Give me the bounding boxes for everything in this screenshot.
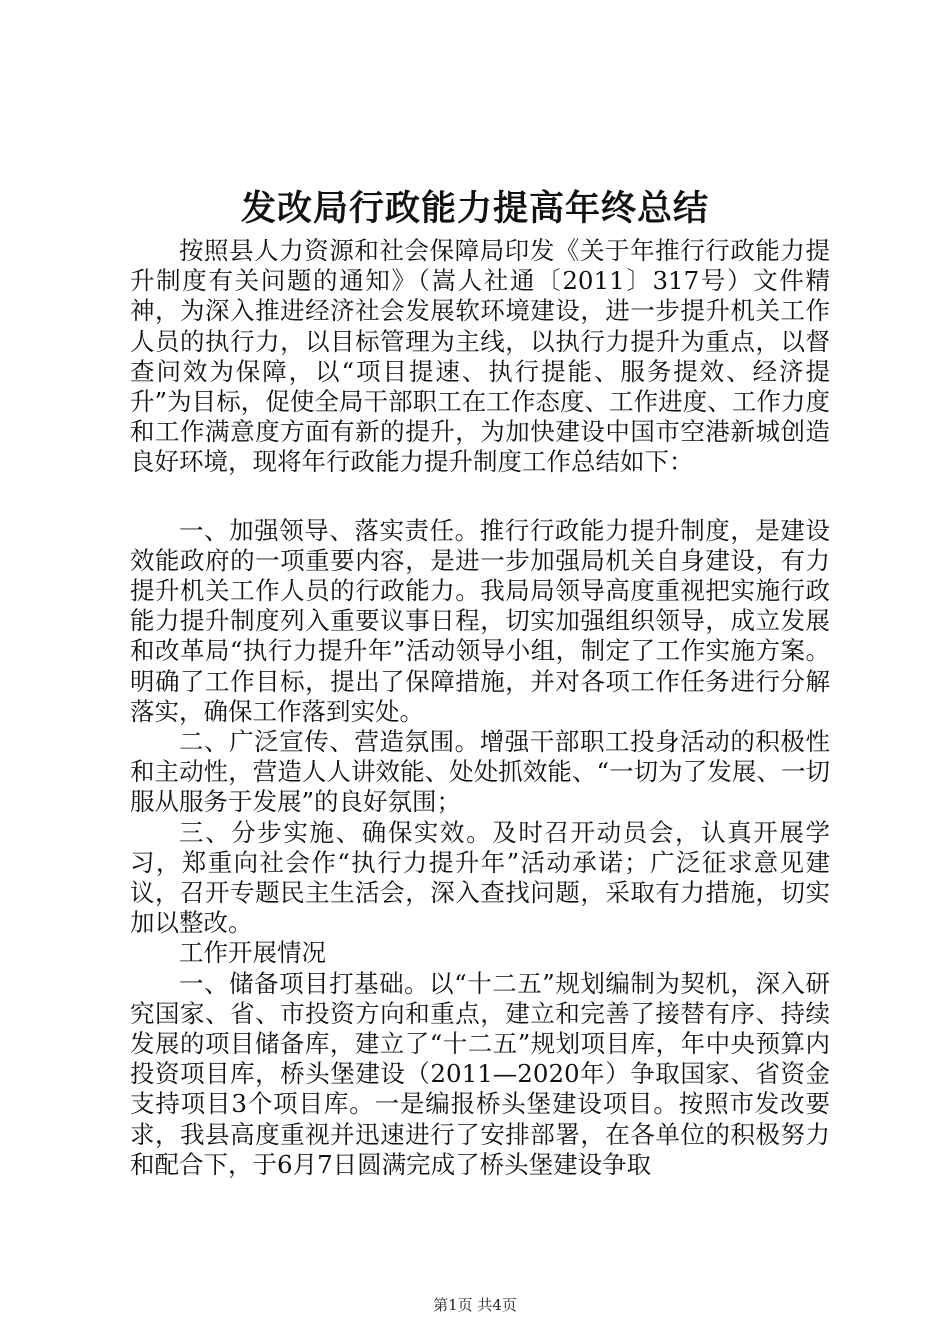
section-paragraph-leadership: 一、加强领导、落实责任。推行行政能力提升制度，是建设效能政府的一项重要内容，是进一步加强局机关自身建设，有力提升机关工作人员的行政能力。我局局领导高度重视把实施行政能力提升制度列入重要议事日程，切实加强组织领导，成立发展和改革局“执行力提升年”活动领导小组，制定了工作实施方案。明确了工作目标，提出了保障措施，并对各项工作任务进行分解落实，确保工作落到实处。	[130, 515, 830, 726]
section-paragraph-project-reserve: 一、储备项目打基础。以“十二五”规划编制为契机，深入研究国家、省、市投资方向和重点，建立和完善了接替有序、持续发展的项目储备库，建立了“十二五”规划项目库，年中央预算内投资项目库，桥头堡建设（2011—2020年）争取国家、省资金支持项目3个项目库。一是编报桥头堡建设项目。按照市发改要求，我县高度重视并迅速进行了安排部署，在各单位的积极努力和配合下，于6月7日圆满完成了桥头堡建设争取	[130, 968, 830, 1179]
page-number-footer: 第1页 共4页	[433, 1296, 517, 1314]
section-heading-work-progress: 工作开展情况	[179, 938, 326, 968]
document-body	[130, 236, 830, 1180]
document-title: 发改局行政能力提高年终总结	[240, 188, 709, 229]
section-paragraph-publicity: 二、广泛宣传、营造氛围。增强干部职工投身活动的积极性和主动性，营造人人讲效能、处处抓效能、“一切为了发展、一切服从服务于发展”的良好氛围；	[130, 727, 830, 817]
intro-paragraph: 按照县人力资源和社会保障局印发《关于年推行行政能力提升制度有关问题的通知》（嵩人社通〔2011〕317号）文件精神，为深入推进经济社会发展软环境建设，进一步提升机关工作人员的执行力，以目标管理为主线，以执行力提升为重点，以督查问效为保障，以“项目提速、执行提能、服务提效、经济提升”为目标，促使全局干部职工在工作态度、工作进度、工作力度和工作满意度方面有新的提升，为加快建设中国市空港新城创造良好环境，现将年行政能力提升制度工作总结如下：	[130, 236, 830, 477]
section-paragraph-implementation: 三、分步实施、确保实效。及时召开动员会，认真开展学习，郑重向社会作“执行力提升年”活动承诺；广泛征求意见建议，召开专题民主生活会，深入查找问题，采取有力措施，切实加以整改。	[130, 817, 830, 938]
